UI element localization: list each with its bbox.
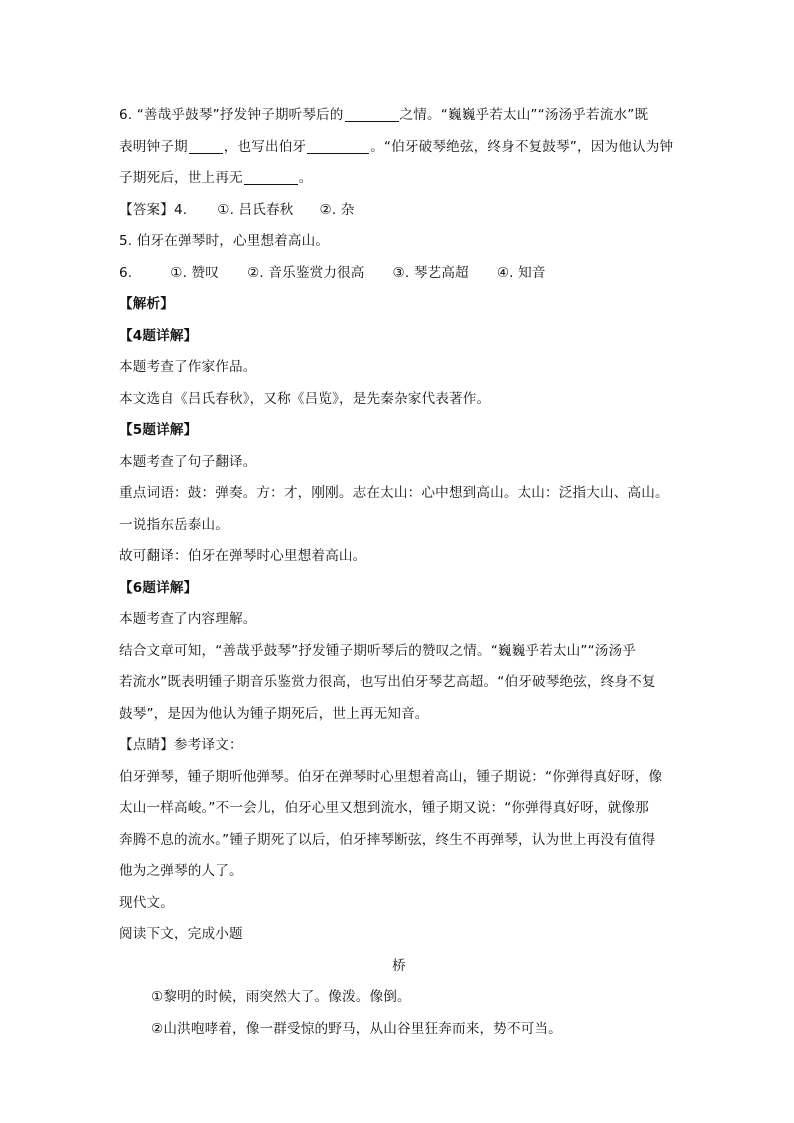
question-6-line-1 <box>119 100 679 132</box>
answer-option: ②. 杂 <box>319 201 355 218</box>
paragraph-line: 故可翻译：伯牙在弹琴时心里想着高山。 <box>119 548 367 564</box>
answer-blank <box>244 169 298 185</box>
answer-option: ①. 赞叹 <box>170 264 220 281</box>
answer-blank <box>307 138 369 154</box>
answer-blank <box>189 138 223 154</box>
paragraph-line: 本文选自《吕氏春秋》，又称《吕览》，是先秦杂家代表著作。 <box>119 390 491 407</box>
question-text: 。 <box>298 170 313 186</box>
question-text: 之情。“巍巍乎若太山”“汤汤乎若流水”既 <box>399 107 649 123</box>
paragraph-line: 重点词语：鼓：弹奏。方：才，刚刚。志在太山：心中想到高山。太山：泛指大山、高山。 <box>119 485 669 501</box>
paragraph-line: 本题考查了作家作品。 <box>119 359 257 375</box>
answer-line-6 <box>119 258 679 290</box>
document-content <box>119 100 679 1045</box>
paragraph-line: 奔腾不息的流水。”锺子期死了以后，伯牙摔琴断弦，终生不再弹琴，认为世上再没有值得 <box>119 831 656 848</box>
analysis-q6-heading: 【6题详解】 <box>119 579 198 596</box>
paragraph-line: 一说指东岳泰山。 <box>119 516 229 533</box>
answer-number: 6. <box>119 264 133 281</box>
analysis-q5-heading: 【5题详解】 <box>119 422 198 438</box>
paragraph-line: 若流水”既表明锺子期音乐鉴赏力很高，也写出伯牙琴艺高超。“伯牙破琴绝弦，终身不复 <box>119 674 656 690</box>
question-text: ，也写出伯牙 <box>223 138 307 155</box>
analysis-label: 【解析】 <box>119 296 174 312</box>
answer-option: ①. 吕氏春秋 <box>217 201 294 218</box>
answer-blank <box>345 106 399 122</box>
paragraph-line: 伯牙弹琴，锺子期听他弹琴。伯牙在弹琴时心里想着高山，锺子期说：“你弹得真好呀，像 <box>119 768 663 785</box>
paragraph-line: 他为之弹琴的人了。 <box>119 863 243 879</box>
analysis-q4-heading: 【4题详解】 <box>119 327 198 344</box>
instruction-text: 阅读下文，完成小题 <box>119 926 243 942</box>
question-text: 6. “善哉乎鼓琴”抒发钟子期听琴后的 <box>119 107 344 123</box>
section-label: 现代文。 <box>119 894 174 911</box>
paragraph-line: 结合文章可知，“善哉乎鼓琴”抒发锺子期听琴后的赞叹之情。“巍巍乎若太山”“汤汤乎 <box>119 642 636 659</box>
note-heading: 【点睛】参考译文： <box>119 737 243 753</box>
answer-label: 【答案】 <box>119 201 174 218</box>
question-text: 子期死后，世上再无 <box>119 170 243 186</box>
question-6-line-3 <box>119 163 679 195</box>
answer-line-4 <box>119 195 679 227</box>
paragraph-line: 本题考查了内容理解。 <box>119 611 257 627</box>
passage-title: 桥 <box>392 957 406 974</box>
question-text: 表明钟子期 <box>119 138 188 155</box>
answer-line-5: 5. 伯牙在弹琴时，心里想着高山。 <box>119 233 330 249</box>
answer-option: ③. 琴艺高超 <box>392 264 469 281</box>
passage-paragraph: ②山洪咆哮着，像一群受惊的野马，从山谷里狂奔而来，势不可当。 <box>151 1020 562 1037</box>
question-text: 。“伯牙破琴绝弦，终身不复鼓琴”，因为他认为钟 <box>370 138 674 155</box>
answer-option: ②. 音乐鉴赏力很高 <box>247 264 365 281</box>
answer-number: 4. <box>173 201 188 218</box>
answer-option: ④. 知音 <box>496 264 546 281</box>
paragraph-line: 鼓琴”，是因为他认为锺子期死后，世上再无知音。 <box>119 705 429 722</box>
question-6-line-2 <box>119 132 679 164</box>
paragraph-line: 太山一样高峻。”不一会儿，伯牙心里又想到流水，锺子期又说：“你弹得真好呀，就像那 <box>119 800 649 816</box>
paragraph-line: 本题考查了句子翻译。 <box>119 453 257 470</box>
passage-paragraph: ①黎明的时候，雨突然大了。像泼。像倒。 <box>151 989 411 1005</box>
